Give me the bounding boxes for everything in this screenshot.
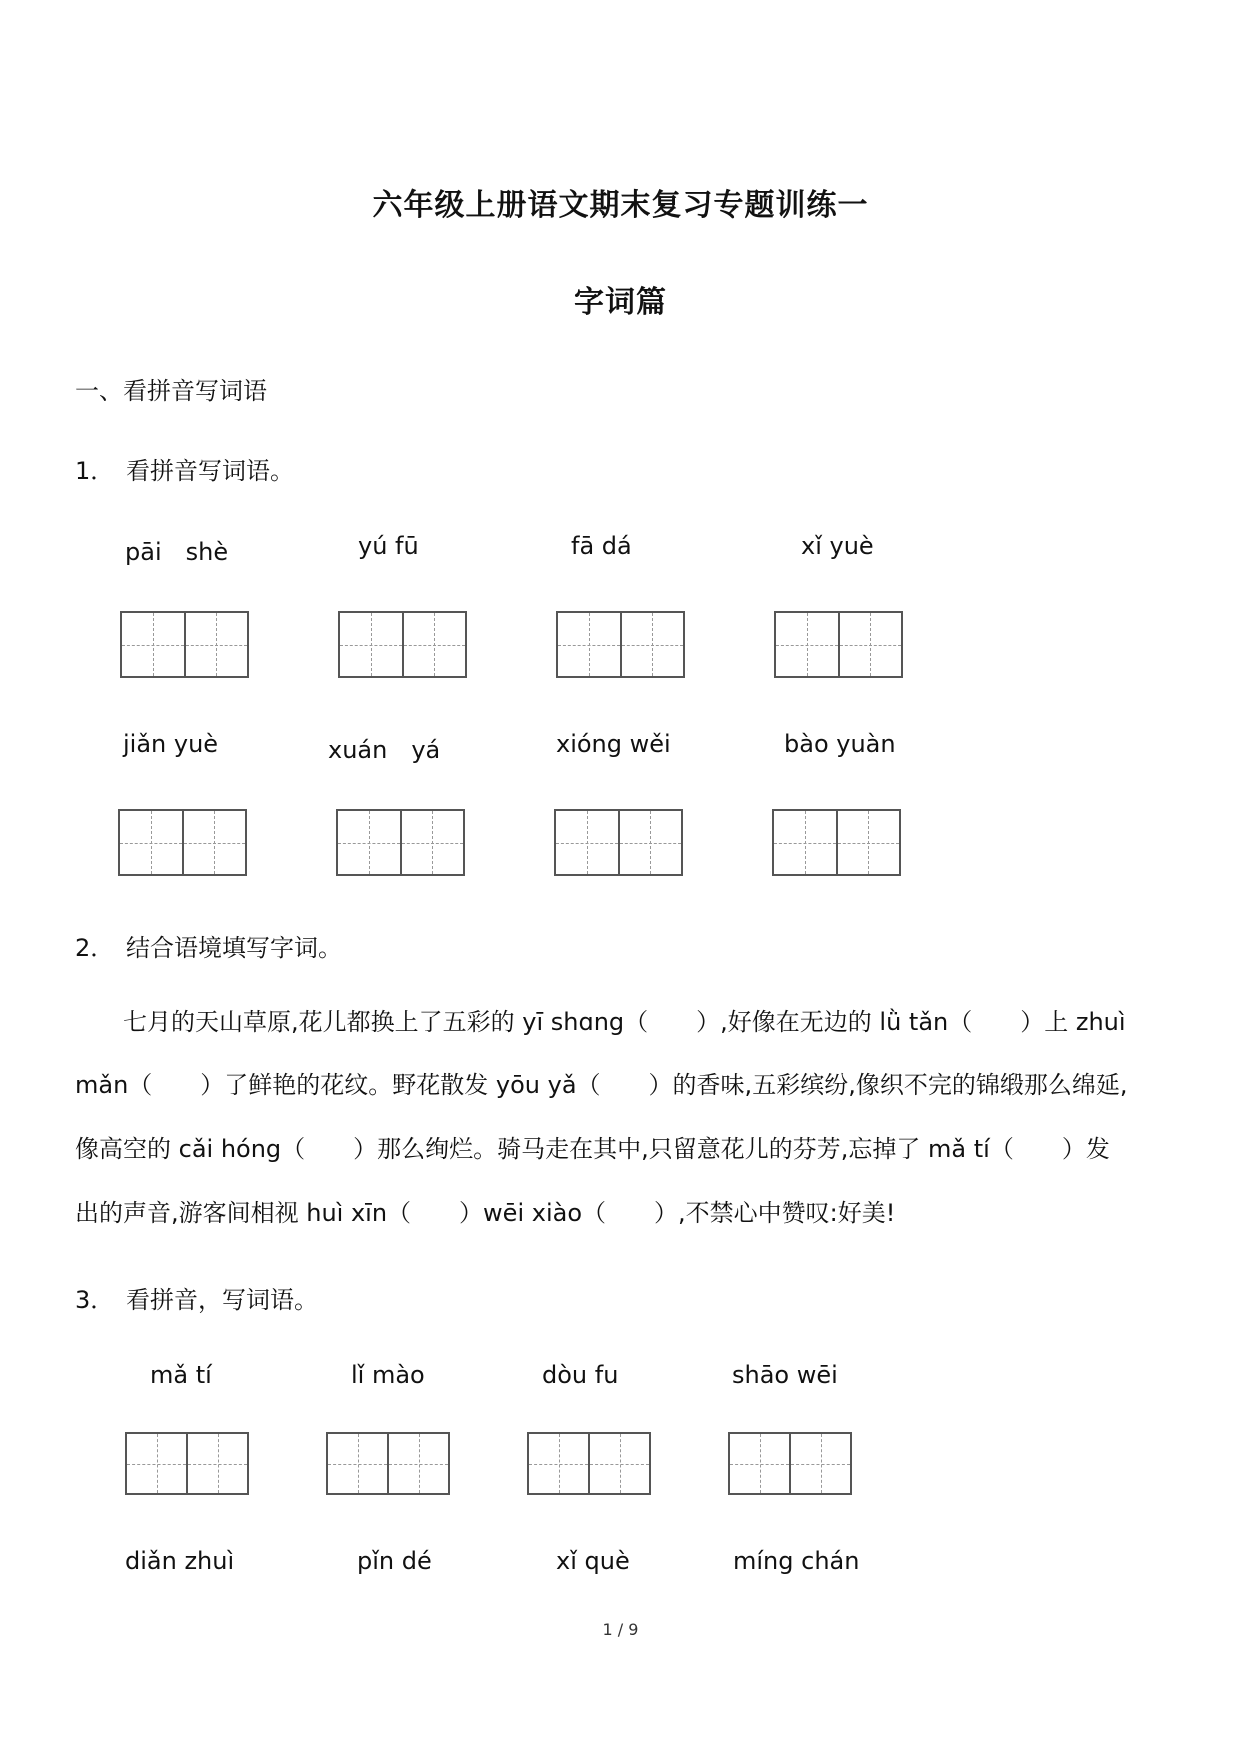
writing-grid[interactable] — [336, 809, 465, 876]
writing-grid[interactable] — [125, 1432, 249, 1495]
pinyin-label: mǎ tí — [150, 1361, 212, 1389]
q3-prompt: 看拼音，写词语。 — [126, 1286, 318, 1314]
pinyin-label: dòu fu — [542, 1361, 619, 1389]
writing-grid[interactable] — [527, 1432, 651, 1495]
pinyin-label: xuán yá — [328, 736, 441, 764]
page-title: 六年级上册语文期末复习专题训练一 — [372, 188, 869, 223]
pinyin-label: xǐ yuè — [801, 532, 874, 560]
writing-grid[interactable] — [120, 611, 249, 678]
q1-prompt: 看拼音写词语。 — [126, 457, 294, 485]
section-heading: 一、看拼音写词语 — [75, 377, 267, 405]
q2-number: 2． — [75, 934, 115, 962]
pinyin-label: míng chán — [733, 1547, 860, 1575]
writing-grid[interactable] — [556, 611, 685, 678]
q3-number: 3． — [75, 1286, 115, 1314]
q1-number: 1． — [75, 457, 115, 485]
pinyin-label: fā dá — [571, 532, 632, 560]
pinyin-label: lǐ mào — [351, 1361, 425, 1389]
passage-line: 七月的天山草原,花儿都换上了五彩的 yī shɑng（ ）,好像在无边的 lǜ tǎn（ ）上 zhuì — [123, 1008, 1126, 1036]
pinyin-label: yú fū — [358, 532, 419, 560]
writing-grid[interactable] — [326, 1432, 450, 1495]
pinyin-label: xǐ què — [556, 1547, 630, 1575]
writing-grid[interactable] — [338, 611, 467, 678]
passage-line: 出的声音,游客间相视 huì xīn（ ）wēi xiào（ ）,不禁心中赞叹:好美! — [75, 1199, 896, 1227]
pinyin-label: pāi shè — [125, 538, 229, 566]
passage-line: mǎn（ ）了鲜艳的花纹。野花散发 yōu yǎ（ ）的香味,五彩缤纷,像织不完的锦缎那么绵延, — [75, 1071, 1128, 1099]
writing-grid[interactable] — [118, 809, 247, 876]
passage-line: 像高空的 cǎi hóng（ ）那么绚烂。骑马走在其中,只留意花儿的芬芳,忘掉了 mǎ tí（ ）发 — [75, 1135, 1110, 1163]
q2-prompt: 结合语境填写字词。 — [126, 934, 342, 962]
writing-grid[interactable] — [774, 611, 903, 678]
pinyin-label: shāo wēi — [732, 1361, 838, 1389]
page-number: 1 / 9 — [602, 1620, 639, 1639]
writing-grid[interactable] — [554, 809, 683, 876]
pinyin-label: diǎn zhuì — [125, 1547, 235, 1575]
page-subtitle: 字词篇 — [574, 285, 667, 320]
pinyin-label: jiǎn yuè — [123, 730, 219, 758]
pinyin-label: xióng wěi — [556, 730, 671, 758]
writing-grid[interactable] — [772, 809, 901, 876]
writing-grid[interactable] — [728, 1432, 852, 1495]
pinyin-label: bào yuàn — [784, 730, 896, 758]
pinyin-label: pǐn dé — [357, 1547, 432, 1575]
